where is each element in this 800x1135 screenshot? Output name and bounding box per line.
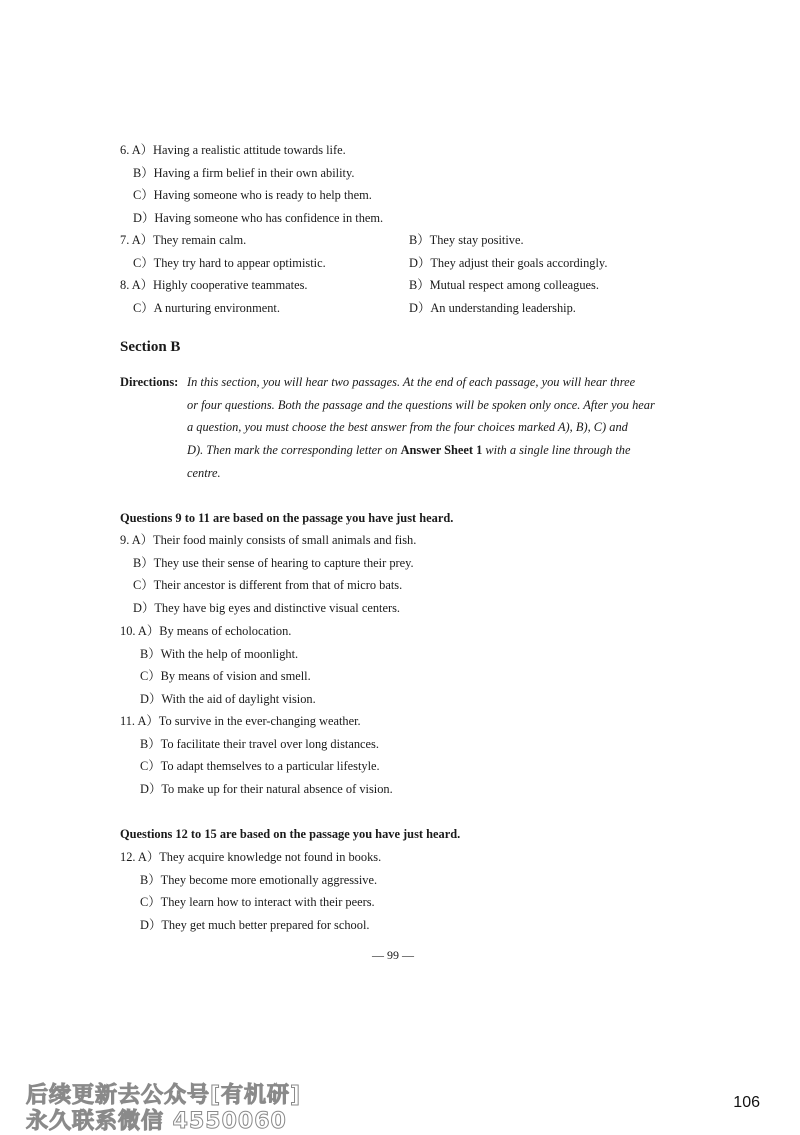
q10-option-d: D）With the aid of daylight vision. [140, 692, 316, 706]
q10-option-a: 10. A）By means of echolocation. [120, 624, 292, 638]
directions-line-4-end: with a single line through the [482, 443, 631, 457]
watermark-line-2: 永久联系微信 4550060 [26, 1109, 287, 1134]
q9-option-d: D）They have big eyes and distinctive visual centers. [133, 601, 401, 615]
q9-option-a: 9. A）Their food mainly consists of small animals and fish. [120, 533, 417, 547]
q7-option-a: 7. A）They remain calm. [120, 233, 247, 247]
q8-option-b: B）Mutual respect among colleagues. [409, 278, 599, 292]
q6-option-c: C）Having someone who is ready to help them. [133, 188, 372, 202]
q12-option-b: B）They become more emotionally aggressive. [140, 873, 378, 887]
group-1-heading: Questions 9 to 11 are based on the passage you have just heard. [120, 511, 454, 525]
q8-option-c: C）A nurturing environment. [133, 301, 280, 315]
directions-line-4-start: D). Then mark the corresponding letter on [187, 443, 401, 457]
q6-option-d: D）Having someone who has confidence in them. [133, 211, 384, 225]
answer-sheet-label: Answer Sheet 1 [400, 443, 483, 457]
q8-option-d: D）An understanding leadership. [409, 301, 576, 315]
q7-option-d: D）They adjust their goals accordingly. [409, 256, 608, 270]
q9-option-c: C）Their ancestor is different from that of micro bats. [133, 578, 403, 592]
section-title: Section B [120, 339, 181, 355]
q11-option-d: D）To make up for their natural absence of vision. [140, 782, 393, 796]
q11-option-c: C）To adapt themselves to a particular lifestyle. [140, 759, 380, 773]
q6-option-a: 6. A）Having a realistic attitude towards life. [120, 143, 346, 157]
q12-option-c: C）They learn how to interact with their peers. [140, 895, 375, 909]
q9-option-b: B）They use their sense of hearing to capture their prey. [133, 556, 414, 570]
q6-option-b: B）Having a firm belief in their own ability. [133, 166, 355, 180]
q10-option-b: B）With the help of moonlight. [140, 647, 299, 661]
watermark-line-1: 后续更新去公众号[有机研] [26, 1083, 302, 1108]
q7-option-c: C）They try hard to appear optimistic. [133, 256, 326, 270]
directions-label: Directions: [120, 375, 179, 389]
directions-line-3: a question, you must choose the best answer from the four choices marked A), B), C) and [187, 420, 628, 434]
q7-option-b: B）They stay positive. [409, 233, 524, 247]
directions-line-4 [187, 442, 631, 458]
q8-option-a: 8. A）Highly cooperative teammates. [120, 278, 308, 292]
group-2-heading: Questions 12 to 15 are based on the passage you have just heard. [120, 827, 461, 841]
q12-option-a: 12. A）They acquire knowledge not found in books. [120, 850, 382, 864]
q10-option-c: C）By means of vision and smell. [140, 669, 311, 683]
q11-option-b: B）To facilitate their travel over long distances. [140, 737, 379, 751]
directions-line-5: centre. [187, 466, 221, 480]
directions-line-2: or four questions. Both the passage and the questions will be spoken only once. After you hear [187, 398, 655, 412]
q12-option-d: D）They get much better prepared for school. [140, 918, 370, 932]
q11-option-a: 11. A）To survive in the ever-changing weather. [120, 714, 361, 728]
page-number: 106 [733, 1094, 760, 1111]
directions-line-1: In this section, you will hear two passages. At the end of each passage, you will hear three [187, 375, 636, 389]
page-footer-number: — 99 — [372, 948, 414, 962]
